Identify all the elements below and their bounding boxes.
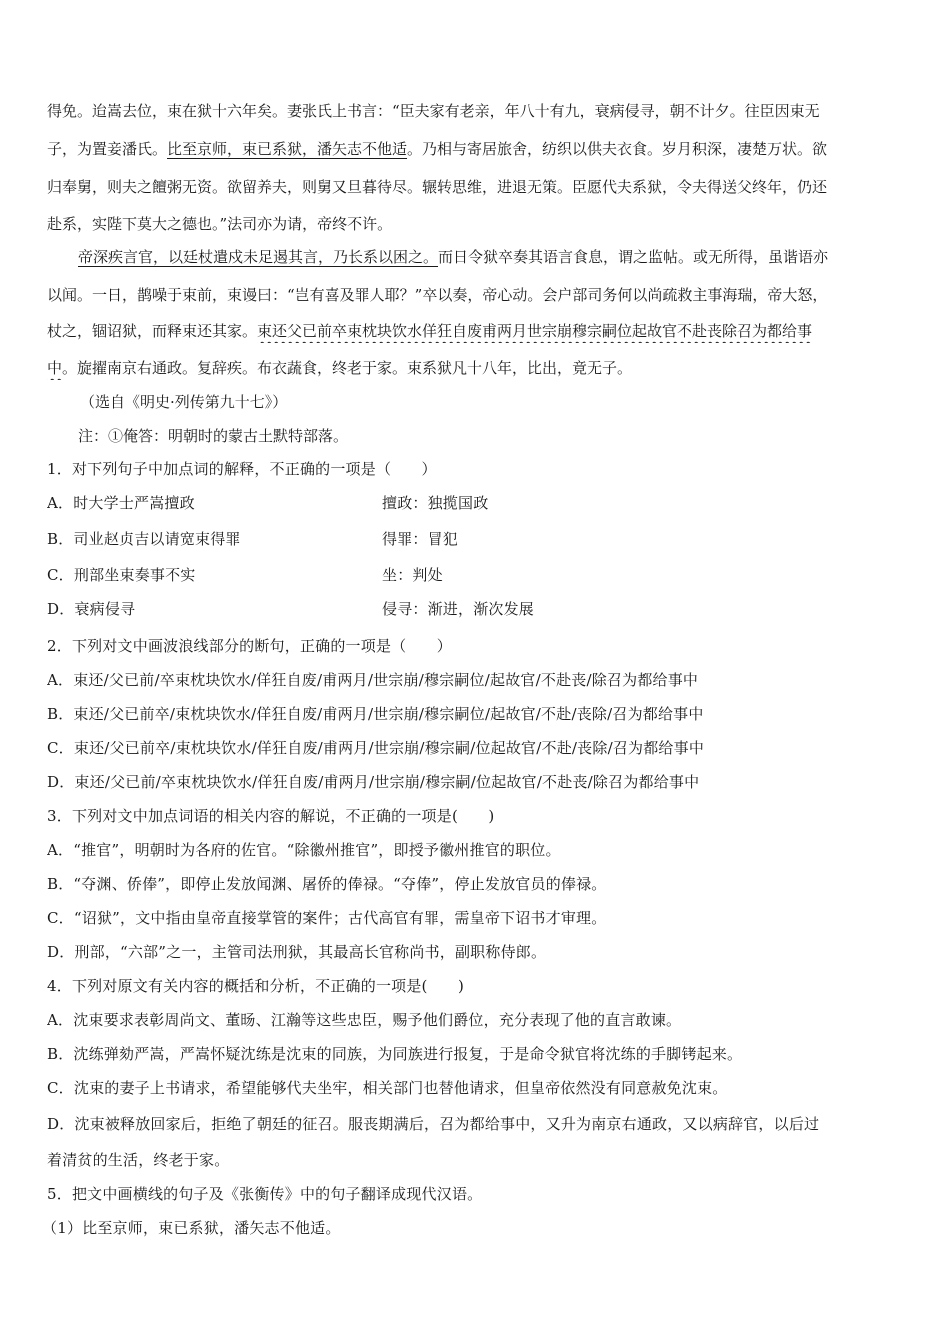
passage-text: 而日令狱卒奏其语言食息，谓之监帖。或无所得，虽谐语亦 <box>438 248 829 266</box>
question-1-option-c <box>47 563 907 587</box>
passage-line-8 <box>47 356 907 380</box>
question-1-option-a <box>47 491 907 515</box>
passage-line-5 <box>78 245 908 269</box>
passage-line-4: 赴系，实陛下莫大之德也。”法司亦为请，帝终不许。 <box>47 215 393 233</box>
passage-text: 。旋擢南京右通政。复辞疾。布衣蔬食，终老于家。束系狱凡十八年，比出，竟无子。 <box>62 359 633 377</box>
passage-line-7 <box>47 319 907 343</box>
footnote: 注：①俺答：明朝时的蒙古土默特部落。 <box>78 427 349 445</box>
question-3-option-a: A．“推官”，明朝时为各府的佐官。“除徽州推官”，即授予徽州推官的职位。 <box>47 841 561 859</box>
question-4-option-d-line-1: D．沈束被释放回家后，拒绝了朝廷的征召。服丧期满后，召为都给事中，又升为南京右通政，又以病辞官，以后过 <box>47 1115 820 1133</box>
question-3-stem: 3．下列对文中加点词语的相关内容的解说，不正确的一项是( ) <box>47 807 495 825</box>
wavy-underlined-text: 中 <box>47 359 63 377</box>
question-3-option-d: D．刑部，“六部”之一，主管司法刑狱，其最高长官称尚书，副职称侍郎。 <box>47 943 547 961</box>
question-1-option-b <box>47 527 907 551</box>
option-gloss: 侵寻：渐进，渐次发展 <box>382 600 535 618</box>
underlined-sentence-1: 比至京师，束已系狱，潘矢志不他适 <box>167 140 408 158</box>
option-sentence: A．时大学士严嵩擅政 <box>47 494 195 512</box>
question-1-option-d <box>47 597 907 621</box>
passage-line-3: 归奉舅，则夫之饘粥无资。欲留养夫，则舅又旦暮待尽。辗转思维，进退无策。臣愿代夫系狱，令夫得送父终年，仍还 <box>47 178 828 196</box>
passage-text: 。乃相与寄居旅舍，纺织以供夫衣食。岁月积深，凄楚万状。欲 <box>407 140 828 158</box>
passage-text: 子，为置妾潘氏。 <box>47 140 168 158</box>
passage-line-6: 以闻。一日，鹊噪于束前，束谩曰：“岂有喜及罪人耶？”卒以奏，帝心动。会户部司务何以尚疏救主事海瑞，帝大怒， <box>47 286 828 304</box>
question-2-option-c: C．束还/父已前卒/束枕块饮水/佯狂自废/甫两月/世宗崩/穆宗嗣/位起故官/不赴/丧除/召为都给事中 <box>47 739 705 757</box>
option-gloss: 得罪：冒犯 <box>382 530 459 548</box>
passage-line-1: 得免。迨嵩去位，束在狱十六年矣。妻张氏上书言：“臣夫家有老亲，年八十有九，衰病侵寻，朝不计夕。往臣因束无 <box>47 102 820 120</box>
option-sentence: C．刑部坐束奏事不实 <box>47 566 196 584</box>
question-2-option-d: D．束还/父已前/卒束枕块饮水/佯狂自废/甫两月/世宗崩/穆宗嗣/位起故官/不赴丧/除召为都给事中 <box>47 773 700 791</box>
underlined-sentence-2: 帝深疾言官，以廷杖遣戍未足遏其言，乃长系以困之。 <box>78 248 439 266</box>
option-gloss: 擅政：独揽国政 <box>382 494 489 512</box>
question-1-stem: 1．对下列句子中加点词的解释，不正确的一项是（ ） <box>47 460 437 478</box>
question-4-option-b: B．沈练弹劾严嵩，严嵩怀疑沈练是沈束的同族，为同族进行报复，于是命令狱官将沈练的手脚铐起来。 <box>47 1045 743 1063</box>
option-sentence: B．司业赵贞吉以请宽束得罪 <box>47 530 241 548</box>
passage-text: 杖之，锢诏狱，而释束还其家。 <box>47 322 258 340</box>
question-4-option-d-line-2: 着清贫的生活，终老于家。 <box>47 1151 230 1169</box>
question-3-option-b: B．“夺渊、侨俸”，即停止发放闻渊、屠侨的俸禄。“夺俸”，停止发放官员的俸禄。 <box>47 875 607 893</box>
question-4-option-c: C．沈束的妻子上书请求，希望能够代夫坐牢，相关部门也替他请求，但皇帝依然没有同意赦免沈束。 <box>47 1079 728 1097</box>
question-2-option-b: B．束还/父已前卒/束枕块饮水/佯狂自废/甫两月/世宗崩/穆宗嗣位/起故官/不赴/丧除/召为都给事中 <box>47 705 704 723</box>
option-sentence: D．衰病侵寻 <box>47 600 136 618</box>
question-3-option-c: C．“诏狱”，文中指由皇帝直接掌管的案件；古代高官有罪，需皇帝下诏书才审理。 <box>47 909 607 927</box>
question-2-stem: 2．下列对文中画波浪线部分的断句，正确的一项是（ ） <box>47 637 452 655</box>
question-2-option-a: A．束还/父已前/卒束枕块饮水/佯狂自废/甫两月/世宗崩/穆宗嗣位/起故官/不赴丧/除召为都给事中 <box>47 671 699 689</box>
question-5-sentence-1: （1）比至京师，束已系狱，潘矢志不他适。 <box>42 1219 341 1237</box>
question-5-stem: 5．把文中画横线的句子及《张衡传》中的句子翻译成现代汉语。 <box>47 1185 483 1203</box>
source-citation: （选自《明史·列传第九十七》） <box>80 393 288 411</box>
wavy-underlined-text: 束还父已前卒束枕块饮水佯狂自废甫两月世宗崩穆宗嗣位起故官不赴丧除召为都给事 <box>257 322 813 340</box>
passage-line-2 <box>47 137 907 161</box>
question-4-option-a: A．沈束要求表彰周尚文、董旸、江瀚等这些忠臣，赐予他们爵位，充分表现了他的直言敢谏。 <box>47 1011 682 1029</box>
question-4-stem: 4．下列对原文有关内容的概括和分析，不正确的一项是( ) <box>47 977 465 995</box>
option-gloss: 坐：判处 <box>382 566 443 584</box>
